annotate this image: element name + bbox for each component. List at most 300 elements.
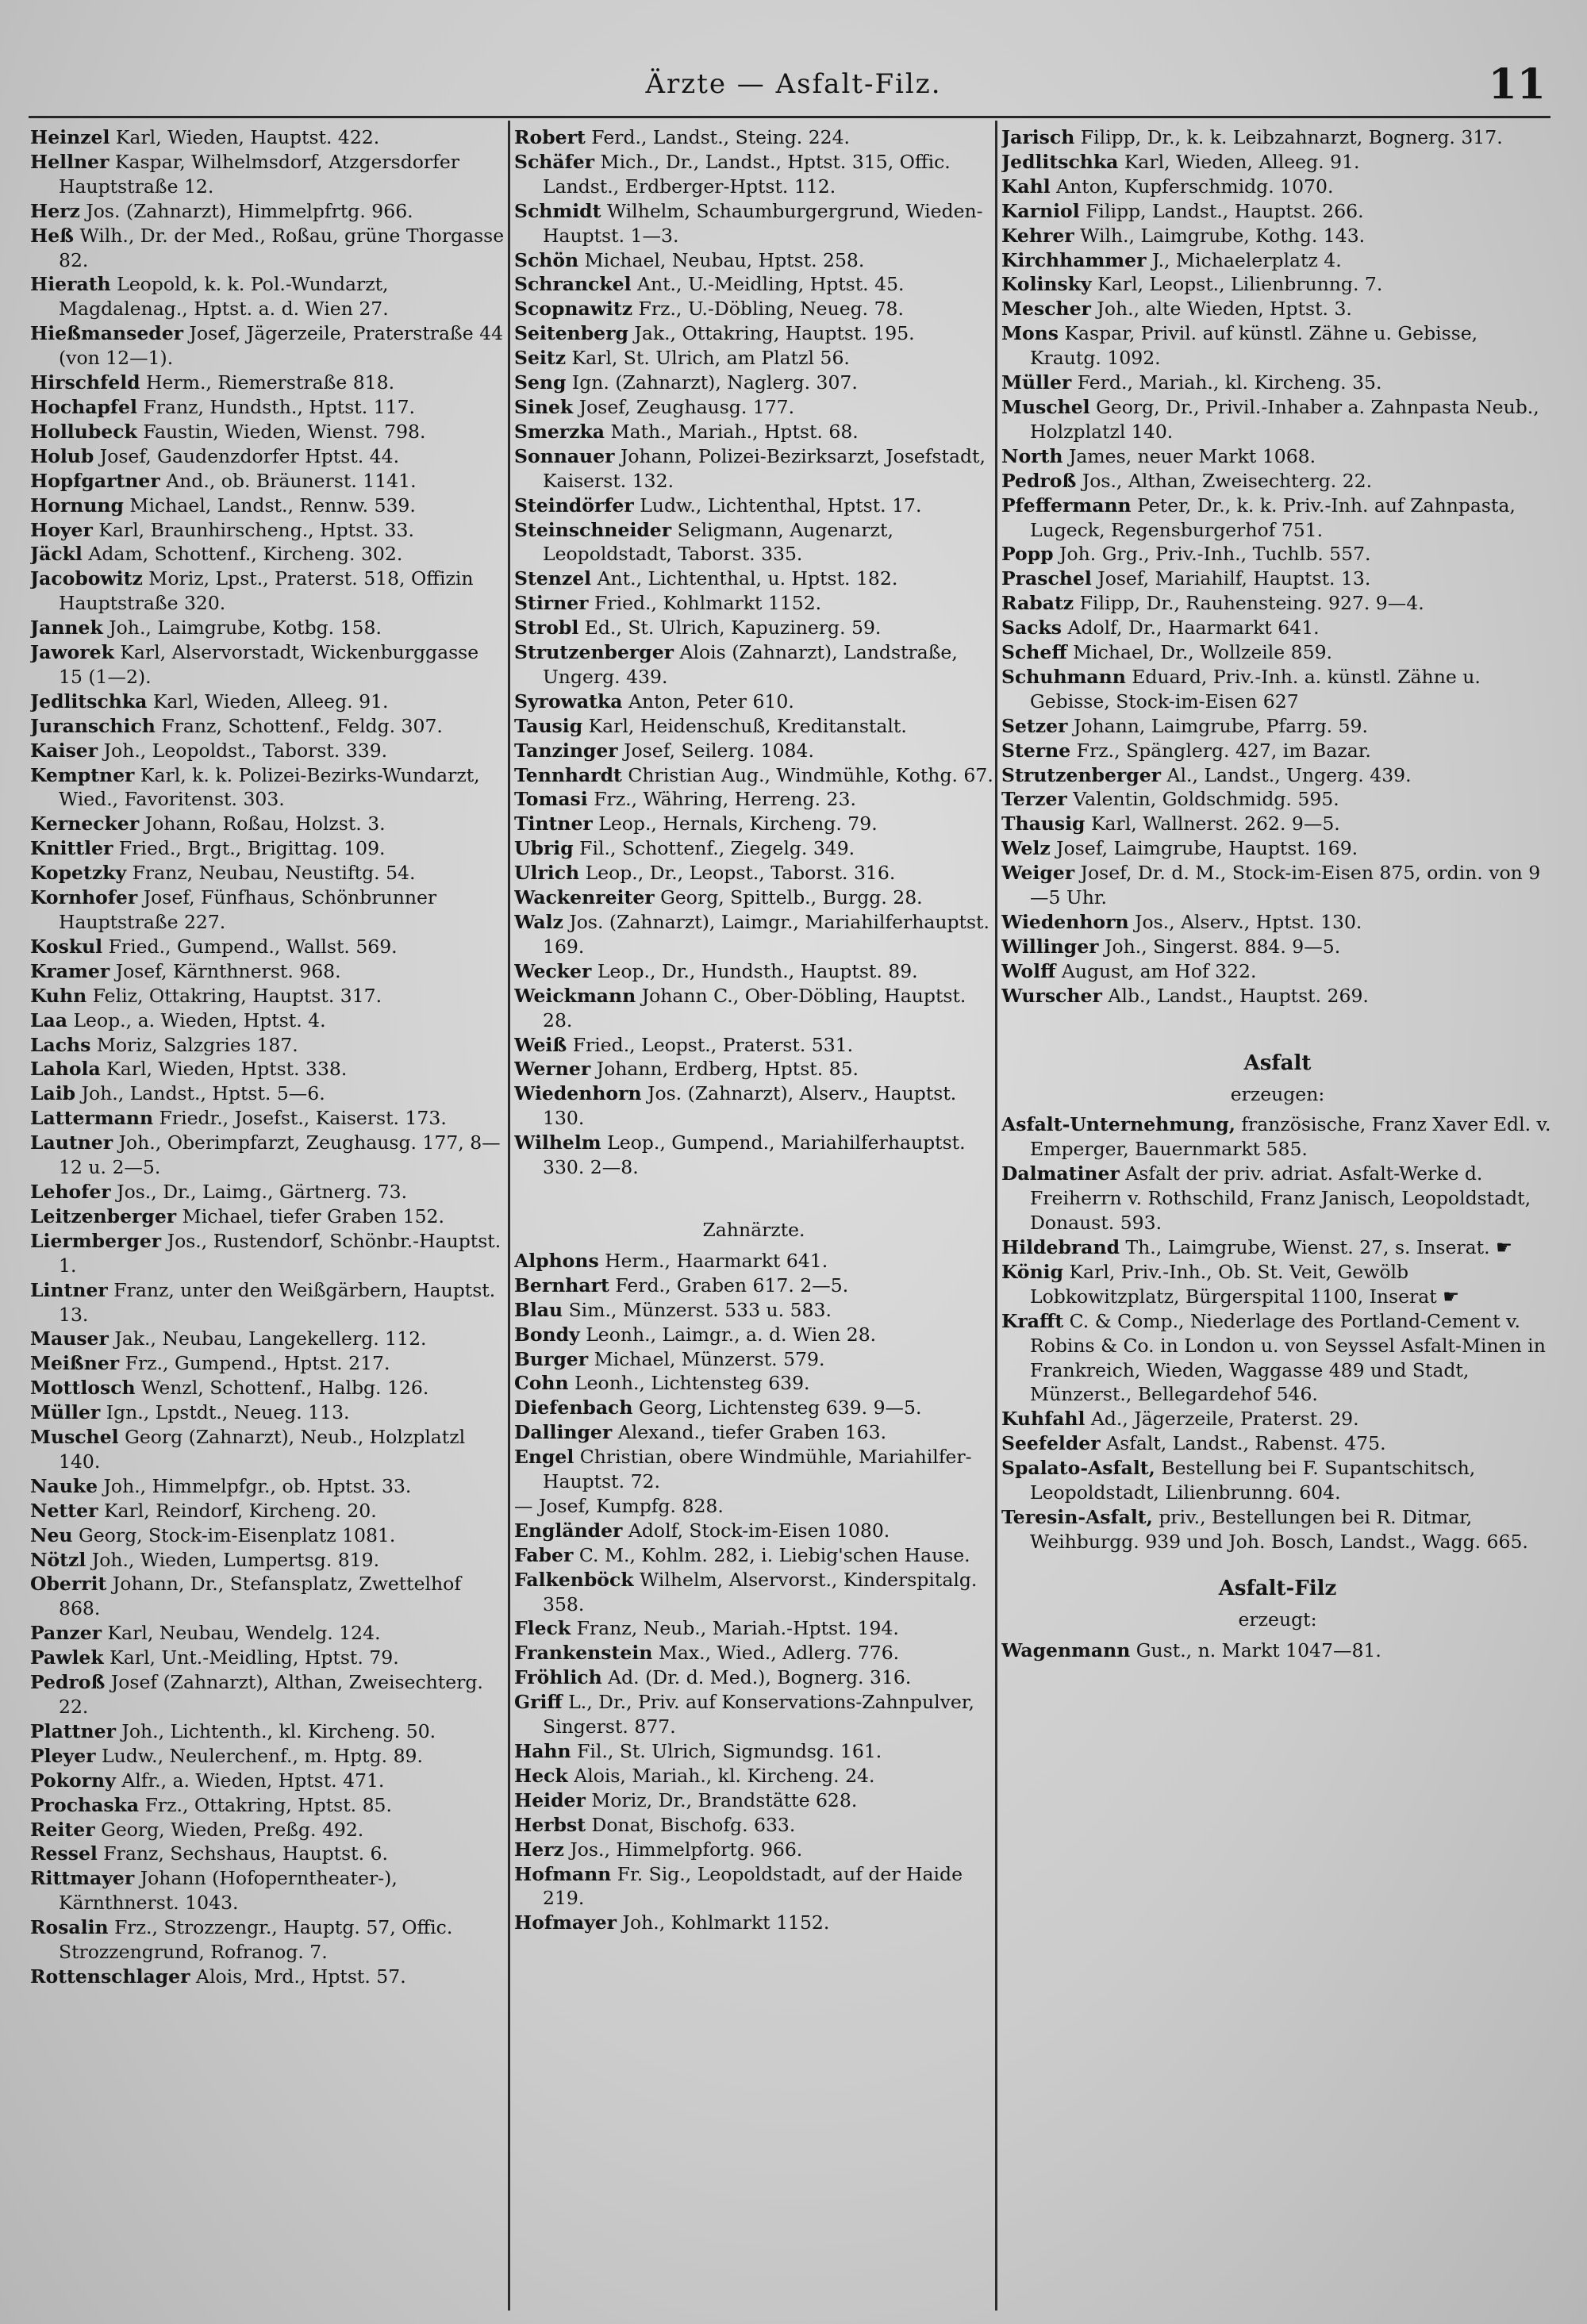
directory-entry bbox=[30, 1965, 506, 1989]
entry-name: Ressel bbox=[30, 1842, 98, 1865]
entry-details: Georg, Spittelb., Burgg. 28. bbox=[654, 886, 923, 909]
entry-name: Kornhofer bbox=[30, 886, 138, 909]
entry-name: Diefenbach bbox=[514, 1396, 633, 1419]
entry-name: Scheff bbox=[1001, 641, 1067, 664]
directory-entry bbox=[514, 1764, 993, 1788]
entry-name: Kramer bbox=[30, 959, 110, 982]
entry-details: Anton, Kupferschmidg. 1070. bbox=[1050, 175, 1334, 198]
directory-entry bbox=[30, 1646, 506, 1670]
directory-entry bbox=[514, 1788, 993, 1813]
directory-entry bbox=[30, 616, 506, 640]
entry-details: Franz, Neub., Mariah.-Hptst. 194. bbox=[571, 1617, 899, 1640]
entry-name: Heider bbox=[514, 1788, 586, 1811]
entry-details: Filipp, Dr., k. k. Leibzahnarzt, Bognerg. 317. bbox=[1074, 126, 1503, 148]
entry-name: Hildebrand bbox=[1001, 1235, 1120, 1258]
entry-details: Moriz, Salzgries 187. bbox=[90, 1033, 298, 1056]
entry-name: Seitz bbox=[514, 347, 567, 370]
spacer bbox=[514, 1180, 993, 1216]
directory-entry bbox=[514, 1249, 993, 1273]
directory-entry bbox=[514, 420, 993, 444]
page-number: 11 bbox=[1488, 60, 1546, 109]
entry-name: Rittmayer bbox=[30, 1867, 135, 1890]
entry-details: Filipp, Landst., Hauptst. 266. bbox=[1079, 199, 1364, 222]
entry-details: Karl, Braunhirscheng., Hptst. 33. bbox=[92, 518, 414, 541]
directory-entry bbox=[1001, 591, 1554, 616]
entry-details: Josef, Zeughausg. 177. bbox=[573, 395, 795, 418]
directory-entry bbox=[1001, 910, 1554, 935]
directory-entry bbox=[1001, 665, 1554, 714]
entry-name: Schranckel bbox=[514, 273, 632, 296]
entry-name: Falkenböck bbox=[514, 1568, 634, 1591]
entry-details: Wilh., Laimgrube, Kothg. 143. bbox=[1074, 224, 1366, 247]
directory-entry bbox=[30, 1106, 506, 1131]
entry-name: Koskul bbox=[30, 935, 103, 958]
entry-name: Oberrit bbox=[30, 1573, 107, 1596]
entry-details: Johann, Laimgrube, Pfarrg. 59. bbox=[1067, 714, 1368, 737]
entry-details: J., Michaelerplatz 4. bbox=[1146, 248, 1342, 271]
entry-details: Fried., Kohlmarkt 1152. bbox=[588, 592, 822, 615]
directory-entry bbox=[514, 1323, 993, 1347]
entry-details: Math., Mariah., Hptst. 68. bbox=[605, 420, 859, 443]
directory-entry bbox=[514, 1371, 993, 1396]
directory-entry bbox=[30, 959, 506, 984]
directory-entry bbox=[1001, 542, 1554, 567]
directory-entry bbox=[514, 885, 993, 910]
entry-details: Josef, Dr. d. M., Stock-im-Eisen 875, ordin. von 9—5 Uhr. bbox=[1030, 862, 1541, 909]
entry-details: Christian Aug., Windmühle, Kothg. 67. bbox=[621, 763, 993, 786]
entry-details: Bestellung bei F. Supantschitsch, Leopoldstadt, Lilienbrunng. 604. bbox=[1030, 1457, 1476, 1504]
directory-entry bbox=[30, 1351, 506, 1376]
directory-entry bbox=[30, 518, 506, 543]
entry-name: Hießmanseder bbox=[30, 322, 184, 345]
entry-details: Kaspar, Privil. auf künstl. Zähne u. Gebisse, Krautg. 1092. bbox=[1030, 322, 1478, 370]
entry-name: Lattermann bbox=[30, 1107, 154, 1130]
entry-name: Jedlitschka bbox=[1001, 150, 1119, 173]
entry-name: Spalato-Asfalt, bbox=[1001, 1457, 1155, 1480]
entry-list bbox=[514, 1249, 993, 1935]
entry-name: Welz bbox=[1001, 837, 1051, 860]
entry-details: Michael, Landst., Rennw. 539. bbox=[123, 494, 416, 517]
entry-details: Josef, Seilerg. 1084. bbox=[617, 739, 814, 762]
section-subheading: erzeugen: bbox=[1230, 1082, 1325, 1105]
entry-name: Herz bbox=[30, 199, 80, 222]
entry-details: Leop., Hernals, Kircheng. 79. bbox=[592, 812, 878, 835]
entry-details: Franz, Hundsth., Hptst. 117. bbox=[136, 395, 416, 418]
directory-entry bbox=[30, 199, 506, 224]
entry-details: Wenzl, Schottenf., Halbg. 126. bbox=[135, 1377, 429, 1400]
directory-entry bbox=[30, 1915, 506, 1965]
directory-entry bbox=[514, 1543, 993, 1568]
entry-details: Ludw., Lichtenthal, Hptst. 17. bbox=[633, 494, 922, 517]
entry-name: Dalmatiner bbox=[1001, 1162, 1120, 1185]
entry-details: Ferd., Graben 617. 2—5. bbox=[609, 1273, 849, 1296]
entry-name: Werner bbox=[514, 1058, 591, 1081]
directory-entry bbox=[30, 420, 506, 444]
column-divider bbox=[508, 121, 510, 2311]
entry-details: Joh. Grg., Priv.-Inh., Tuchlb. 557. bbox=[1053, 543, 1371, 566]
entry-details: Karl, Leopst., Lilienbrunng. 7. bbox=[1091, 273, 1383, 296]
directory-entry bbox=[514, 1690, 993, 1739]
entry-details: Ferd., Landst., Steing. 224. bbox=[585, 126, 851, 148]
entry-details: Feliz, Ottakring, Hauptst. 317. bbox=[86, 984, 382, 1007]
entry-details: Jos., Alserv., Hptst. 130. bbox=[1128, 911, 1362, 933]
entry-details: Johann, Polizei-Bezirksarzt, Josefstadt, Kaiserst. 132. bbox=[543, 444, 986, 492]
entry-name: Heinzel bbox=[30, 126, 110, 148]
entry-details: Frz., Gumpend., Hptst. 217. bbox=[119, 1352, 390, 1375]
entry-name: Wurscher bbox=[1001, 984, 1102, 1007]
entry-details: Gust., n. Markt 1047—81. bbox=[1130, 1638, 1381, 1661]
entry-name: Lahola bbox=[30, 1058, 101, 1081]
entry-details: Karl, Wieden, Alleeg. 91. bbox=[1118, 150, 1360, 173]
directory-entry bbox=[514, 494, 993, 518]
entry-details: Joh., Wieden, Lumpertsg. 819. bbox=[86, 1548, 380, 1571]
entry-details: Frz., Strozzengr., Hauptg. 57, Offic. Strozzengrund, Rofranog. 7. bbox=[59, 1916, 453, 1964]
entry-name: Knittler bbox=[30, 837, 113, 860]
entry-details: Mich., Dr., Landst., Hptst. 315, Offic. Landst., Erdberger-Hptst. 112. bbox=[543, 150, 951, 198]
entry-name: Dallinger bbox=[514, 1421, 613, 1444]
directory-entry bbox=[514, 125, 993, 150]
entry-name: Ulrich bbox=[514, 862, 580, 885]
entry-name: Burger bbox=[514, 1347, 589, 1370]
directory-entry bbox=[514, 1494, 993, 1519]
entry-name: Walz bbox=[514, 911, 563, 933]
entry-details: Fil., Schottenf., Ziegelg. 349. bbox=[573, 837, 855, 860]
entry-name: Nauke bbox=[30, 1474, 98, 1497]
entry-name: Reiter bbox=[30, 1818, 95, 1841]
entry-name: Tanzinger bbox=[514, 739, 618, 762]
directory-entry bbox=[30, 321, 506, 371]
directory-entry bbox=[30, 1744, 506, 1769]
entry-name: Hierath bbox=[30, 273, 111, 296]
entry-name: Fröhlich bbox=[514, 1666, 602, 1689]
column-3 bbox=[1001, 125, 1554, 2307]
entry-name: Weiger bbox=[1001, 862, 1075, 885]
entry-name: Seefelder bbox=[1001, 1432, 1101, 1455]
directory-entry bbox=[514, 272, 993, 297]
entry-name: Kirchhammer bbox=[1001, 248, 1147, 271]
entry-name: Kuhn bbox=[30, 984, 87, 1007]
entry-details: Eduard, Priv.-Inh. a. künstl. Zähne u. Gebisse, Stock-im-Eisen 627 bbox=[1030, 665, 1481, 713]
entry-name: Alphons bbox=[514, 1249, 599, 1272]
directory-entry bbox=[30, 1081, 506, 1106]
directory-entry bbox=[514, 199, 993, 248]
entry-details: Josef, Laimgrube, Hauptst. 169. bbox=[1050, 837, 1358, 860]
entry-list bbox=[30, 125, 506, 1989]
entry-name: Wolff bbox=[1001, 959, 1056, 982]
entry-name: Müller bbox=[1001, 371, 1072, 394]
directory-entry bbox=[30, 861, 506, 885]
directory-entry bbox=[30, 1033, 506, 1058]
entry-name: Leitzenberger bbox=[30, 1204, 177, 1227]
entry-details: C. & Comp., Niederlage des Portland-Cement v. Robins & Co. in London u. von Seyssel Asfalt-Minen in Frankreich, Wieden, Waggasse 489 und Stadt, Münzerst., Bellegardehof 546. bbox=[1030, 1309, 1546, 1406]
entry-name: Asfalt-Unternehmung, bbox=[1001, 1113, 1235, 1136]
directory-entry bbox=[1001, 395, 1554, 444]
entry-name: Blau bbox=[514, 1298, 563, 1321]
directory-entry bbox=[514, 1033, 993, 1058]
entry-name: Strutzenberger bbox=[1001, 763, 1162, 786]
directory-entry bbox=[30, 371, 506, 395]
entry-details: Georg, Lichtensteg 639. 9—5. bbox=[632, 1396, 922, 1419]
entry-details: Karl, Wieden, Alleeg. 91. bbox=[147, 690, 389, 713]
directory-entry bbox=[514, 959, 993, 984]
directory-entry bbox=[30, 640, 506, 690]
entry-details: Karl, Wallnerst. 262. 9—5. bbox=[1085, 812, 1340, 835]
directory-entry bbox=[1001, 494, 1554, 543]
directory-entry bbox=[30, 1057, 506, 1081]
entry-list bbox=[1001, 125, 1554, 1008]
entry-details: Moriz, Dr., Brandstätte 628. bbox=[585, 1788, 858, 1811]
directory-entry bbox=[30, 1400, 506, 1425]
directory-entry bbox=[1001, 1505, 1554, 1554]
entry-details: Seligmann, Augenarzt, Leopoldstadt, Taborst. 335. bbox=[543, 518, 893, 566]
entry-details: Wilh., Dr. der Med., Roßau, grüne Thorgasse 82. bbox=[59, 224, 505, 271]
directory-entry bbox=[514, 1862, 993, 1911]
entry-details: Johann, Dr., Stefansplatz, Zwettelhof 868. bbox=[59, 1573, 462, 1620]
entry-name: Neu bbox=[30, 1523, 73, 1546]
entry-details: priv., Bestellungen bei R. Ditmar, Weihburgg. 939 und Joh. Bosch, Landst., Wagg. 665. bbox=[1030, 1505, 1528, 1553]
entry-name: Bondy bbox=[514, 1323, 580, 1346]
directory-entry bbox=[514, 1131, 993, 1180]
entry-details: Karl, Unt.-Meidling, Hptst. 79. bbox=[103, 1646, 399, 1669]
directory-entry bbox=[514, 567, 993, 591]
entry-name: Rosalin bbox=[30, 1916, 109, 1939]
directory-entry bbox=[1001, 1112, 1554, 1162]
directory-entry bbox=[30, 224, 506, 273]
directory-entry bbox=[30, 885, 506, 935]
directory-entry bbox=[30, 690, 506, 714]
entry-details: Herm., Riemerstraße 818. bbox=[140, 371, 395, 394]
directory-entry bbox=[30, 494, 506, 518]
entry-name: Herbst bbox=[514, 1813, 586, 1836]
entry-details: Georg, Wieden, Preßg. 492. bbox=[94, 1818, 364, 1841]
entry-details: Michael, tiefer Graben 152. bbox=[176, 1204, 444, 1227]
entry-details: Josef, Fünfhaus, Schönbrunner Hauptstraße 227. bbox=[59, 886, 437, 933]
entry-details: Jos. (Zahnarzt), Himmelpfrtg. 966. bbox=[79, 199, 413, 222]
entry-details: Asfalt der priv. adriat. Asfalt-Werke d. Freiherrn v. Rothschild, Franz Janisch, Leopoldstadt, Donaust. 593. bbox=[1030, 1162, 1531, 1235]
entry-name: Mauser bbox=[30, 1327, 109, 1350]
entry-name: Kuhfahl bbox=[1001, 1408, 1086, 1431]
entry-list bbox=[514, 125, 993, 1180]
entry-details: Johann, Erdberg, Hptst. 85. bbox=[590, 1058, 859, 1081]
directory-entry bbox=[514, 1519, 993, 1543]
directory-entry bbox=[1001, 444, 1554, 469]
entry-details: Franz, Schottenf., Feldg. 307. bbox=[155, 714, 443, 737]
directory-entry bbox=[30, 272, 506, 321]
entry-name: Tennhardt bbox=[514, 763, 622, 786]
entry-details: Josef, Jägerzeile, Praterstraße 44 (von 12—1). bbox=[59, 322, 504, 370]
entry-name: Wiedenhorn bbox=[1001, 911, 1129, 933]
entry-details: Jos. (Zahnarzt), Alserv., Hauptst. 130. bbox=[543, 1082, 957, 1130]
entry-details: Leop., Dr., Leopst., Taborst. 316. bbox=[579, 862, 896, 885]
entry-name: Bernhart bbox=[514, 1273, 609, 1296]
entry-details: James, neuer Markt 1068. bbox=[1062, 444, 1316, 467]
directory-entry bbox=[514, 1347, 993, 1372]
directory-entry bbox=[30, 395, 506, 420]
directory-entry bbox=[30, 1376, 506, 1400]
directory-entry bbox=[514, 1739, 993, 1764]
directory-entry bbox=[30, 1229, 506, 1278]
entry-name: Hopfgartner bbox=[30, 469, 160, 492]
directory-entry bbox=[1001, 763, 1554, 788]
header-rule bbox=[29, 116, 1550, 118]
directory-entry bbox=[30, 150, 506, 199]
entry-name: König bbox=[1001, 1260, 1064, 1283]
directory-entry bbox=[514, 787, 993, 812]
entry-details: Th., Laimgrube, Wienst. 27, s. Inserat. ☛ bbox=[1120, 1235, 1513, 1258]
entry-name: Schön bbox=[514, 248, 579, 271]
entry-name: Wecker bbox=[514, 959, 592, 982]
entry-details: Fil., St. Ulrich, Sigmundsg. 161. bbox=[571, 1740, 882, 1762]
directory-entry bbox=[1001, 787, 1554, 812]
entry-details: Franz, Sechshaus, Hauptst. 6. bbox=[97, 1842, 388, 1865]
directory-entry bbox=[30, 542, 506, 567]
entry-name: Hornung bbox=[30, 494, 124, 517]
directory-entry bbox=[30, 836, 506, 861]
directory-entry bbox=[30, 1278, 506, 1327]
directory-entry bbox=[1001, 1260, 1554, 1309]
directory-entry bbox=[514, 395, 993, 420]
directory-entry bbox=[1001, 175, 1554, 199]
entry-list bbox=[1001, 1112, 1554, 1554]
entry-details: Karl, Alservorstadt, Wickenburggasse 15 (1—2). bbox=[59, 641, 479, 688]
entry-name: Kehrer bbox=[1001, 224, 1074, 247]
directory-entry bbox=[30, 567, 506, 616]
entry-details: Joh., Laimgrube, Kotbg. 158. bbox=[102, 617, 382, 640]
directory-entry bbox=[1001, 1162, 1554, 1235]
directory-entry bbox=[514, 1641, 993, 1665]
entry-details: Fried., Leopst., Praterst. 531. bbox=[567, 1033, 854, 1056]
directory-entry bbox=[30, 812, 506, 836]
entry-name: Kernecker bbox=[30, 812, 140, 835]
directory-entry bbox=[514, 739, 993, 763]
directory-entry bbox=[1001, 1638, 1554, 1663]
entry-details: Franz, Neubau, Neustiftg. 54. bbox=[126, 862, 416, 885]
entry-details: Karl, k. k. Polizei-Bezirks-Wundarzt, Wied., Favoritenst. 303. bbox=[59, 763, 480, 811]
directory-entry bbox=[514, 518, 993, 567]
entry-name: Kemptner bbox=[30, 763, 135, 786]
directory-entry bbox=[30, 1866, 506, 1915]
entry-name: Panzer bbox=[30, 1622, 102, 1645]
entry-name: Sonnauer bbox=[514, 444, 615, 467]
directory-entry bbox=[1001, 297, 1554, 321]
entry-name: Pokorny bbox=[30, 1769, 116, 1792]
directory-entry bbox=[514, 321, 993, 346]
entry-details: Alois, Mariah., kl. Kircheng. 24. bbox=[567, 1764, 875, 1787]
directory-entry bbox=[1001, 469, 1554, 494]
entry-details: Ludw., Neulerchenf., m. Hptg. 89. bbox=[95, 1744, 423, 1767]
entry-name: Müller bbox=[30, 1401, 101, 1424]
entry-name: Rottenschlager bbox=[30, 1965, 190, 1988]
entry-details: August, am Hof 322. bbox=[1055, 959, 1257, 982]
entry-details: Max., Wied., Adlerg. 776. bbox=[652, 1642, 900, 1665]
directory-entry bbox=[1001, 224, 1554, 248]
section-heading-zahnaerzte: Zahnärzte. bbox=[702, 1218, 805, 1241]
entry-name: Schäfer bbox=[514, 150, 595, 173]
entry-name: Ubrig bbox=[514, 837, 574, 860]
entry-details: Ign. (Zahnarzt), Naglerg. 307. bbox=[566, 371, 858, 394]
entry-name: Hochapfel bbox=[30, 395, 137, 418]
directory-entry bbox=[514, 1911, 993, 1935]
entry-details: Jos., Himmelpfortg. 966. bbox=[563, 1838, 803, 1861]
entry-details: Alb., Landst., Hauptst. 269. bbox=[1101, 984, 1369, 1007]
entry-details: Ad., Jägerzeile, Praterst. 29. bbox=[1085, 1408, 1359, 1431]
entry-name: Heck bbox=[514, 1764, 568, 1787]
directory-entry bbox=[1001, 321, 1554, 371]
entry-details: Joh., Singerst. 884. 9—5. bbox=[1098, 935, 1341, 958]
directory-entry bbox=[514, 1813, 993, 1838]
entry-details: Karl, Priv.-Inh., Ob. St. Veit, Gewölb Lobkowitzplatz, Bürgerspital 1100, Inserat ☛ bbox=[1030, 1260, 1460, 1308]
directory-entry bbox=[30, 1572, 506, 1621]
entry-name: Willinger bbox=[1001, 935, 1099, 958]
entry-name: Wilhelm bbox=[514, 1131, 601, 1154]
entry-details: Friedr., Josefst., Kaiserst. 173. bbox=[153, 1107, 447, 1130]
entry-name: Popp bbox=[1001, 543, 1054, 566]
directory-entry bbox=[514, 248, 993, 273]
directory-entry bbox=[514, 714, 993, 739]
entry-name: Laib bbox=[30, 1082, 76, 1105]
entry-name: Fleck bbox=[514, 1617, 571, 1640]
entry-details: Johann, Roßau, Holzst. 3. bbox=[139, 812, 386, 835]
entry-name: Lachs bbox=[30, 1033, 91, 1056]
entry-details: Michael, Dr., Wollzeile 859. bbox=[1066, 641, 1332, 664]
spacer bbox=[1001, 1008, 1554, 1045]
entry-details: Joh., Kohlmarkt 1152. bbox=[617, 1911, 830, 1934]
directory-entry bbox=[1001, 150, 1554, 175]
directory-entry bbox=[30, 1204, 506, 1229]
entry-name: Kahl bbox=[1001, 175, 1051, 198]
entry-name: Hirschfeld bbox=[30, 371, 140, 394]
entry-details: Georg, Dr., Privil.-Inhaber a. Zahnpasta Neub., Holzplatzl 140. bbox=[1030, 395, 1539, 443]
directory-entry bbox=[30, 935, 506, 959]
directory-entry bbox=[514, 150, 993, 199]
entry-name: Faber bbox=[514, 1543, 574, 1566]
entry-name: Robert bbox=[514, 126, 586, 148]
entry-list bbox=[1001, 1638, 1554, 1663]
entry-details: Michael, Neubau, Hptst. 258. bbox=[578, 248, 865, 271]
entry-details: Josef, Kärnthnerst. 968. bbox=[110, 959, 341, 982]
directory-entry bbox=[1001, 567, 1554, 591]
entry-details: Herm., Haarmarkt 641. bbox=[598, 1249, 828, 1272]
entry-details: Al., Landst., Ungerg. 439. bbox=[1161, 763, 1412, 786]
entry-name: Tintner bbox=[514, 812, 593, 835]
directory-entry bbox=[30, 1180, 506, 1204]
directory-entry bbox=[1001, 714, 1554, 739]
entry-details: Joh., Oberimpfarzt, Zeughausg. 177, 8—12 u. 2—5. bbox=[59, 1131, 501, 1179]
entry-details: Ant., U.-Meidling, Hptst. 45. bbox=[631, 273, 905, 296]
directory-entry bbox=[514, 763, 993, 788]
entry-details: Karl, Wieden, Hauptst. 422. bbox=[110, 126, 380, 148]
entry-name: Jedlitschka bbox=[30, 690, 148, 713]
directory-entry bbox=[1001, 1456, 1554, 1505]
entry-name: Nötzl bbox=[30, 1548, 86, 1571]
directory-entry bbox=[514, 836, 993, 861]
entry-name: Kolinsky bbox=[1001, 273, 1092, 296]
entry-name: Netter bbox=[30, 1499, 98, 1522]
entry-name: Heß bbox=[30, 224, 75, 247]
entry-details: Joh., Lichtenth., kl. Kircheng. 50. bbox=[115, 1719, 436, 1742]
entry-details: Karl, Reindorf, Kircheng. 20. bbox=[98, 1499, 377, 1522]
entry-details: Karl, Neubau, Wendelg. 124. bbox=[102, 1622, 381, 1645]
entry-name: Stenzel bbox=[514, 567, 592, 590]
directory-entry bbox=[514, 1420, 993, 1445]
entry-name: Tausig bbox=[514, 714, 583, 737]
entry-name: Kaiser bbox=[30, 739, 98, 762]
entry-name: Herz bbox=[514, 1838, 564, 1861]
section-heading-asfalt: Asfalt bbox=[1243, 1051, 1312, 1075]
entry-name: Seitenberg bbox=[514, 322, 628, 345]
entry-details: Faustin, Wieden, Wienst. 798. bbox=[136, 420, 426, 443]
entry-details: Wilhelm, Schaumburgergrund, Wieden-Hauptst. 1—3. bbox=[543, 199, 983, 247]
